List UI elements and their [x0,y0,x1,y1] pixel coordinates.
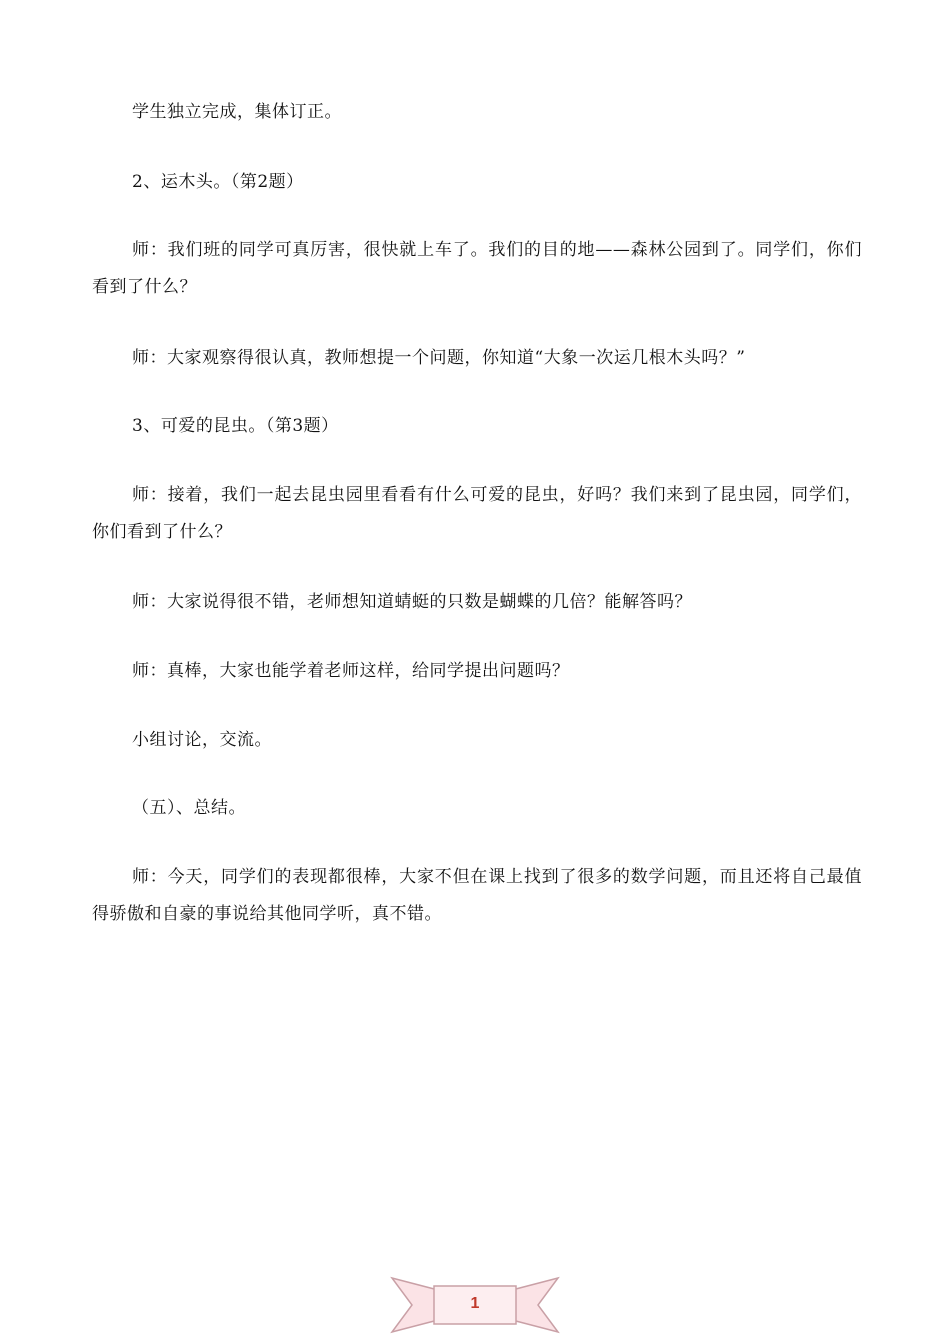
paragraph-7: 师：大家说得很不错，老师想知道蜻蜓的只数是蝴蝶的几倍？能解答吗？ [132,592,692,612]
paragraph-1: 学生独立完成，集体订正。 [132,102,342,122]
paragraph-4: 师：大家观察得很认真，教师想提一个问题，你知道“大象一次运几根木头吗？” [132,348,746,368]
paragraph-6: 师：接着，我们一起去昆虫园里看看有什么可爱的昆虫，好吗？我们来到了昆虫园，同学们，你们看到了什么？ [92,485,862,542]
paragraph-11: 师：今天，同学们的表现都很棒，大家不但在课上找到了很多的数学问题，而且还将自己最值得骄傲和自豪的事说给其他同学听，真不错。 [92,867,862,924]
paragraph-5: 3、可爱的昆虫。（第3题） [132,416,339,436]
paragraph-3: 师：我们班的同学可真厉害，很快就上车了。我们的目的地——森林公园到了。同学们，你们看到了什么？ [92,240,862,297]
paragraph-2: 2、运木头。（第2题） [132,172,304,192]
page-footer [390,1276,560,1338]
paragraph-10: （五）、总结。 [132,798,246,818]
paragraph-9: 小组讨论，交流。 [132,730,272,750]
paragraph-8: 师：真棒，大家也能学着老师这样，给同学提出问题吗？ [132,661,570,681]
page-number: 1 [470,1295,480,1312]
